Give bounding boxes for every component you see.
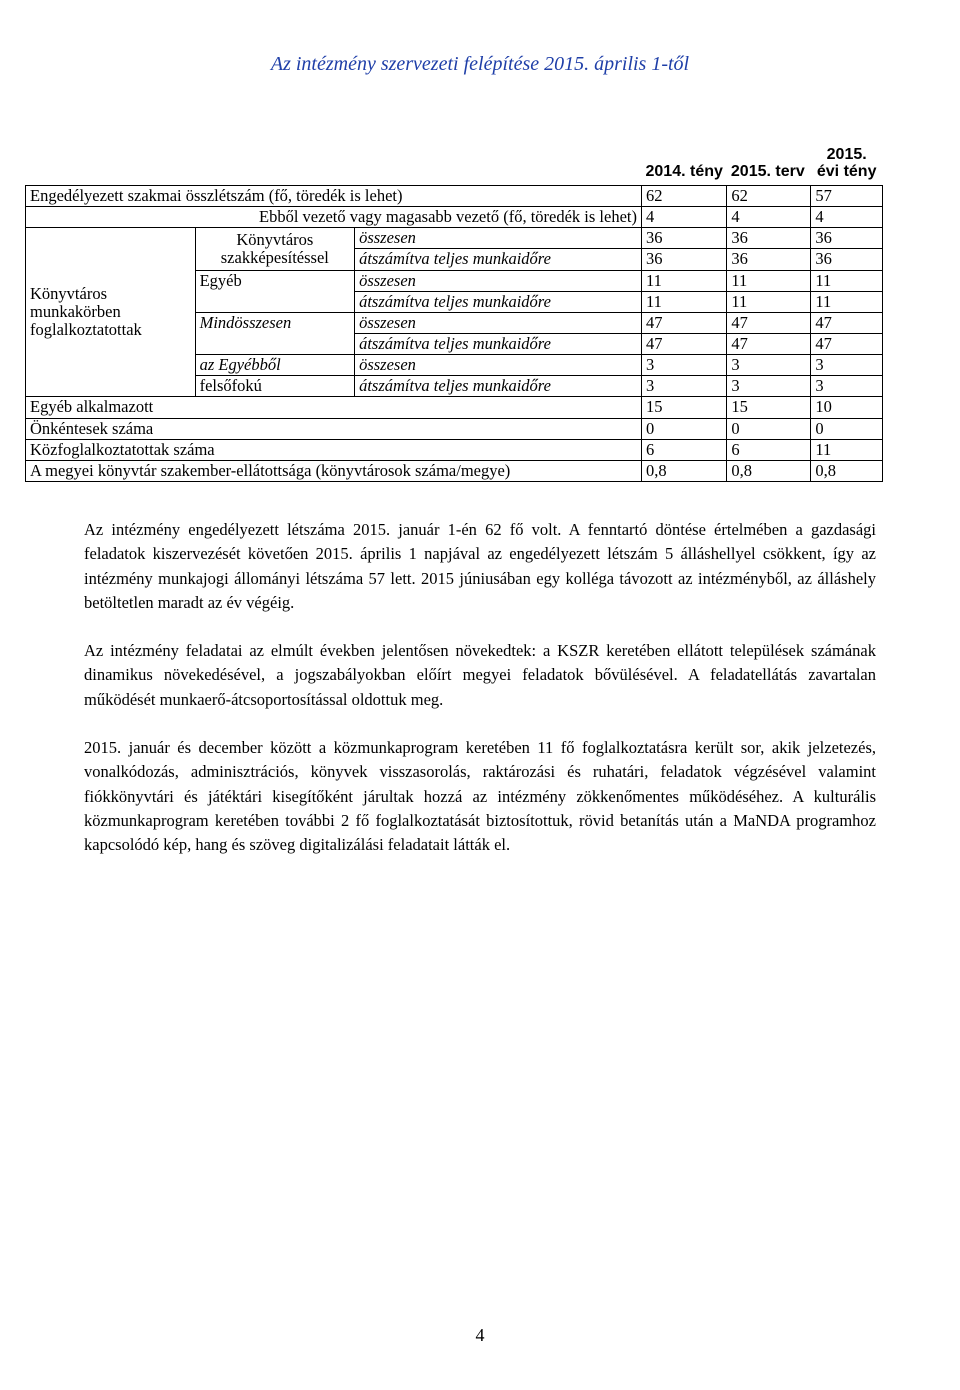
cell: 47 [811, 312, 883, 333]
cell: 4 [642, 207, 727, 228]
table-row [26, 418, 883, 439]
cell: 3 [642, 376, 727, 397]
cell: 0 [811, 418, 883, 439]
cell: 36 [811, 249, 883, 270]
paragraph: Az intézmény engedélyezett létszáma 2015. január 1-én 62 fő volt. A fenntartó döntése értelmében a gazdasági feladatok kiszervezését követően 2015. április 1 napjával az engedélyezett létszám 5 álláshellyel csökkent, így az intézmény munkajogi állományi létszáma 57 lett. 2015 júniusában egy kolléga távozott az intézményből, az álláshely betöltetlen maradt az év végéig. [84, 520, 876, 612]
cell: 3 [811, 355, 883, 376]
cell: 47 [642, 333, 727, 354]
cell: 36 [642, 249, 727, 270]
row-sublabel: átszámítva teljes munkaidőre [355, 291, 642, 312]
table-row [26, 228, 883, 249]
table-row [26, 186, 883, 207]
table-header-row [26, 125, 883, 186]
cell: 47 [727, 333, 811, 354]
cell: 57 [811, 186, 883, 207]
table-row [26, 397, 883, 418]
row-sublabel: összesen [355, 355, 642, 376]
cell: 15 [642, 397, 727, 418]
cell: 36 [727, 249, 811, 270]
cell: 4 [811, 207, 883, 228]
row-sublabel: összesen [355, 312, 642, 333]
cell: 47 [727, 312, 811, 333]
row-sublabel: átszámítva teljes munkaidőre [355, 376, 642, 397]
row-sublabel: átszámítva teljes munkaidőre [355, 249, 642, 270]
body-text [84, 518, 876, 882]
row-label: Engedélyezett szakmai összlétszám (fő, töredék is lehet) [26, 186, 642, 207]
cell: 11 [727, 270, 811, 291]
column-header: 2015. évi tény [816, 145, 877, 181]
cell: 6 [642, 439, 727, 460]
cell: 3 [727, 376, 811, 397]
cell: 47 [642, 312, 727, 333]
row-sublabel: összesen [355, 228, 642, 249]
row-label: Egyéb alkalmazott [26, 397, 642, 418]
cell: 3 [811, 376, 883, 397]
row-label: Egyéb [195, 270, 354, 312]
table-row [26, 207, 883, 228]
cell: 36 [727, 228, 811, 249]
cell: 0,8 [642, 460, 727, 481]
page-header: Az intézmény szervezeti felépítése 2015. április 1-től [270, 53, 690, 75]
staff-table [25, 125, 883, 482]
cell: 11 [811, 439, 883, 460]
cell: 11 [811, 291, 883, 312]
cell: 0,8 [811, 460, 883, 481]
cell: 3 [642, 355, 727, 376]
row-label: Közfoglalkoztatottak száma [26, 439, 642, 460]
cell: 62 [727, 186, 811, 207]
column-header: 2014. tény [645, 163, 723, 181]
cell: 11 [642, 270, 727, 291]
row-label: Ebből vezető vagy magasabb vezető (fő, töredék is lehet) [26, 207, 642, 228]
cell: 11 [642, 291, 727, 312]
row-label: A megyei könyvtár szakember-ellátottsága (könyvtárosok száma/megye) [26, 460, 642, 481]
cell: 62 [642, 186, 727, 207]
paragraph: 2015. január és december között a közmunkaprogram keretében 11 fő foglalkoztatásra került sor, akik jelzetezés, vonalkódozás, adminisztrációs, könyvek visszasorolás, raktározási és ruhatári, feladatok végzésével valamint fiókkönyvtári és játéktári kisegítőként járultak hozzá az intézmény zökkenőmentes működéséhez. A kulturális közmunkaprogram keretében további 2 fő foglalkoztatását biztosítottuk, rövid betanítás után a MaNDA programhoz kapcsolódó kép, hang és szöveg digitalizálási feladatait látták el. [84, 738, 876, 855]
cell: 47 [811, 333, 883, 354]
cell: 4 [727, 207, 811, 228]
table-row [26, 460, 883, 481]
row-sublabel: összesen [355, 270, 642, 291]
cell: 36 [811, 228, 883, 249]
row-label: Önkéntesek száma [26, 418, 642, 439]
cell: 10 [811, 397, 883, 418]
cell: 11 [811, 270, 883, 291]
column-header: 2015. terv [730, 163, 805, 181]
cell: 15 [727, 397, 811, 418]
cell: 3 [727, 355, 811, 376]
cell: 0 [727, 418, 811, 439]
cell: 36 [642, 228, 727, 249]
group-label: Könyvtáros munkakörben foglalkoztatottak [26, 228, 196, 397]
row-sublabel: átszámítva teljes munkaidőre [355, 333, 642, 354]
row-label: Könyvtáros szakképesítéssel [195, 228, 354, 270]
cell: 0,8 [727, 460, 811, 481]
cell: 6 [727, 439, 811, 460]
paragraph: Az intézmény feladatai az elmúlt években jelentősen növekedtek: a KSZR keretében ellátott települések számának dinamikus növekedésével, a jogszabályokban előírt megyei feladatok bővülésével. A feladatellátás zavartalan működését munkaerő-átcsoportosítással oldottuk meg. [84, 641, 876, 709]
cell: 11 [727, 291, 811, 312]
table-row [26, 439, 883, 460]
row-label: az Egyébből [195, 355, 354, 376]
page-number: 4 [475, 1325, 485, 1345]
row-label: Mindösszesen [195, 312, 354, 354]
cell: 0 [642, 418, 727, 439]
row-label: felsőfokú [195, 376, 354, 397]
